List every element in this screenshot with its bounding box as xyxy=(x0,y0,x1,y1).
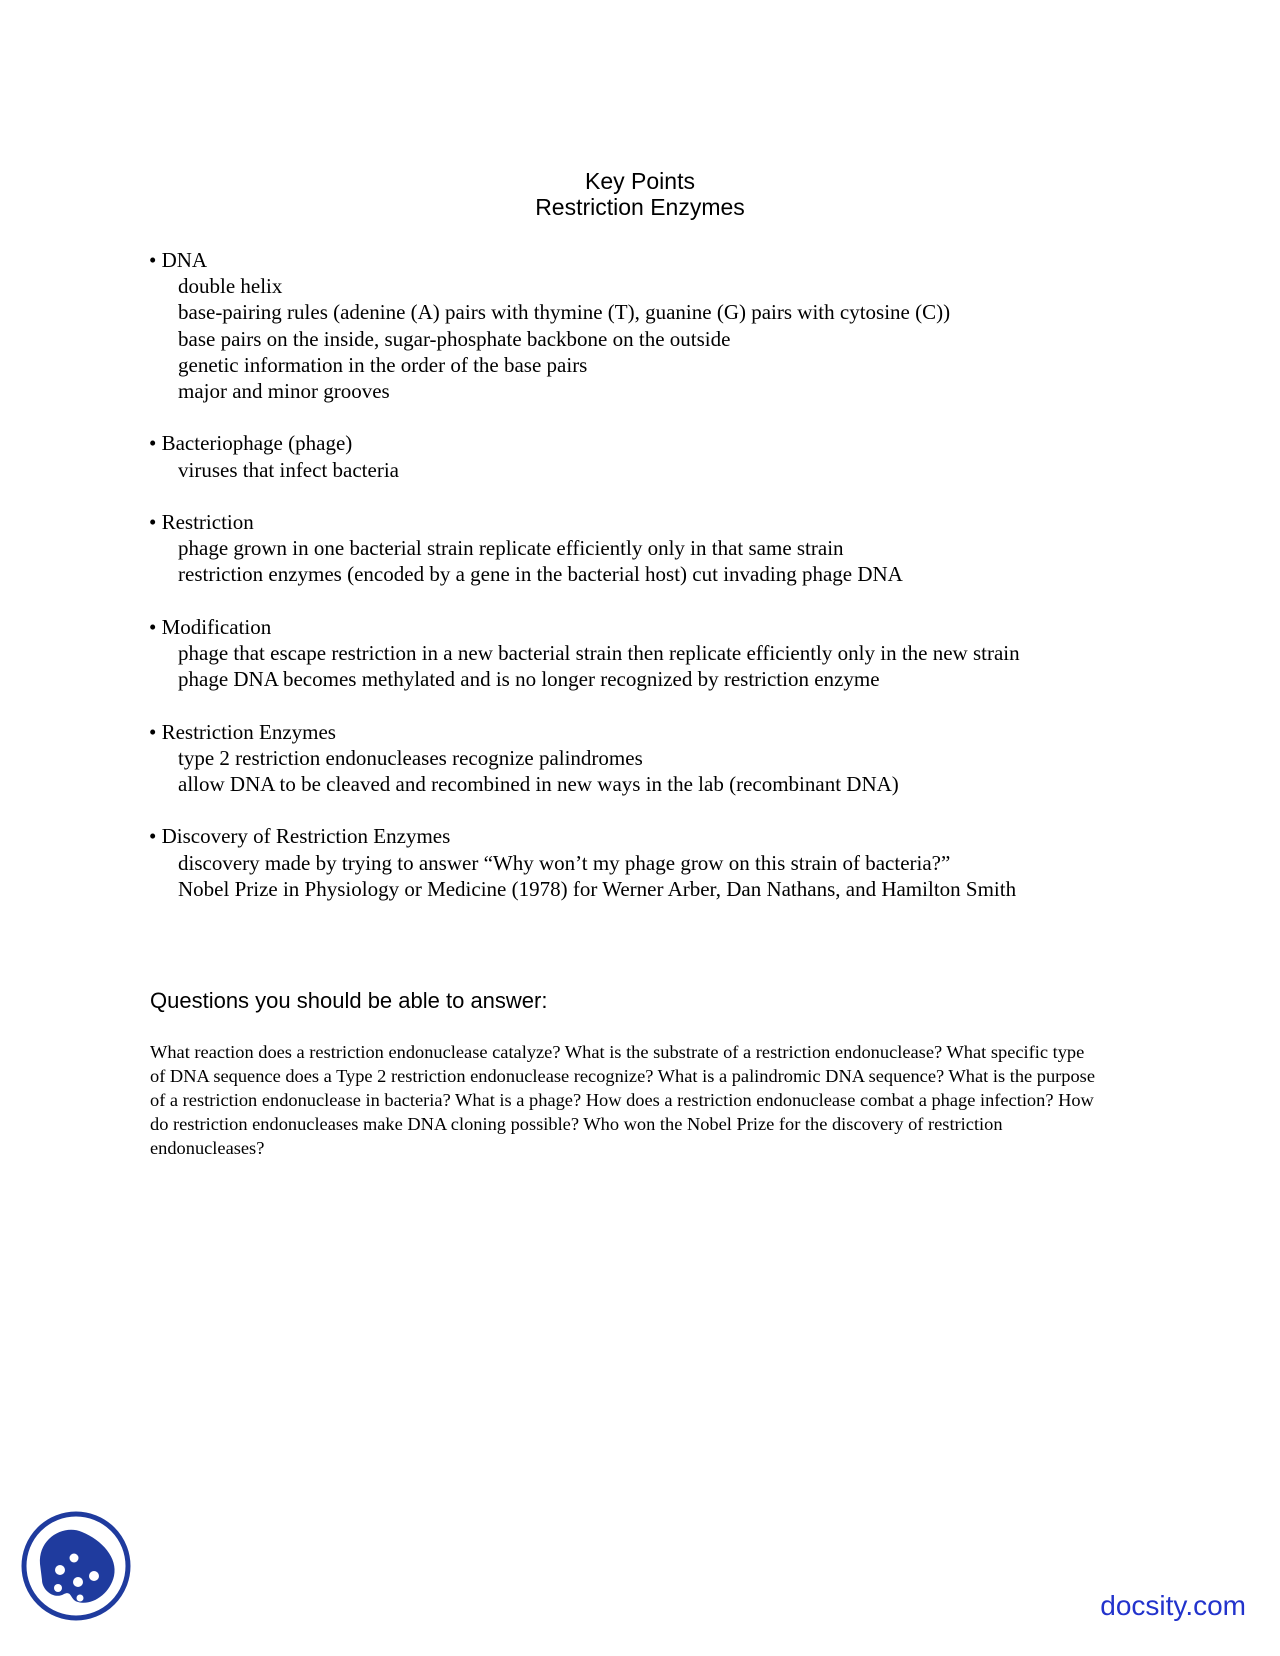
title-line-2: Restriction Enzymes xyxy=(535,194,745,220)
section-modification xyxy=(149,614,1149,693)
section-heading: • Modification xyxy=(149,614,272,639)
section-heading: • DNA xyxy=(149,248,208,272)
section-item: viruses that infect bacteria xyxy=(178,457,399,482)
section-item: allow DNA to be cleaved and recombined in new ways in the lab (recombinant DNA) xyxy=(178,772,899,796)
docsity-brand-link[interactable]: docsity.com xyxy=(1100,1590,1246,1621)
section-item: restriction enzymes (encoded by a gene in the bacterial host) cut invading phage DNA xyxy=(178,562,903,587)
questions-paragraph: What reaction does a restriction endonuclease catalyze? What is the substrate of a restriction endonuclease? What specific type of DNA sequence does a Type 2 restriction endonuclease recognize? What is a palindromic DNA sequence? What is the purpose of a restriction endonuclease in bacteria? What is a phage? How does a restriction endonuclease combat a phage infection? How do restriction endonucleases make DNA cloning possible? Who won the Nobel Prize for the discovery of restriction endonucleases? xyxy=(150,1042,1096,1158)
section-restriction xyxy=(149,509,1149,588)
section-item: double helix xyxy=(178,274,283,299)
section-item: phage that escape restriction in a new bacterial strain then replicate efficiently only in the new strain xyxy=(178,641,1020,665)
key-points-list xyxy=(149,247,1149,928)
section-item: discovery made by trying to answer “Why won’t my phage grow on this strain of bacteria?” xyxy=(178,850,951,875)
section-item: major and minor grooves xyxy=(178,379,390,404)
section-heading: • Restriction Enzymes xyxy=(149,719,336,744)
section-bacteriophage xyxy=(149,430,1149,482)
section-item: type 2 restriction endonucleases recognize palindromes xyxy=(178,745,643,770)
section-item: phage DNA becomes methylated and is no longer recognized by restriction enzyme xyxy=(178,667,880,692)
section-item: Nobel Prize in Physiology or Medicine (1978) for Werner Arber, Dan Nathans, and Hamilton Smith xyxy=(178,876,1017,901)
questions-heading: Questions you should be able to answer: xyxy=(150,988,548,1013)
title-line-1: Key Points xyxy=(585,168,695,194)
section-restriction-enzymes xyxy=(149,719,1149,798)
docsity-logo-icon[interactable] xyxy=(20,1510,132,1622)
section-heading: • Restriction xyxy=(149,510,254,534)
section-heading: • Bacteriophage (phage) xyxy=(149,431,353,456)
section-item: base pairs on the inside, sugar-phosphate backbone on the outside xyxy=(178,326,731,351)
section-discovery xyxy=(149,823,1149,902)
section-item: genetic information in the order of the base pairs xyxy=(178,352,588,377)
section-dna xyxy=(149,247,1149,404)
section-heading: • Discovery of Restriction Enzymes xyxy=(149,824,451,849)
document-title xyxy=(0,168,1280,220)
section-item: base-pairing rules (adenine (A) pairs with thymine (T), guanine (G) pairs with cytosine (C)) xyxy=(178,300,951,325)
section-item: phage grown in one bacterial strain replicate efficiently only in that same strain xyxy=(178,536,844,561)
